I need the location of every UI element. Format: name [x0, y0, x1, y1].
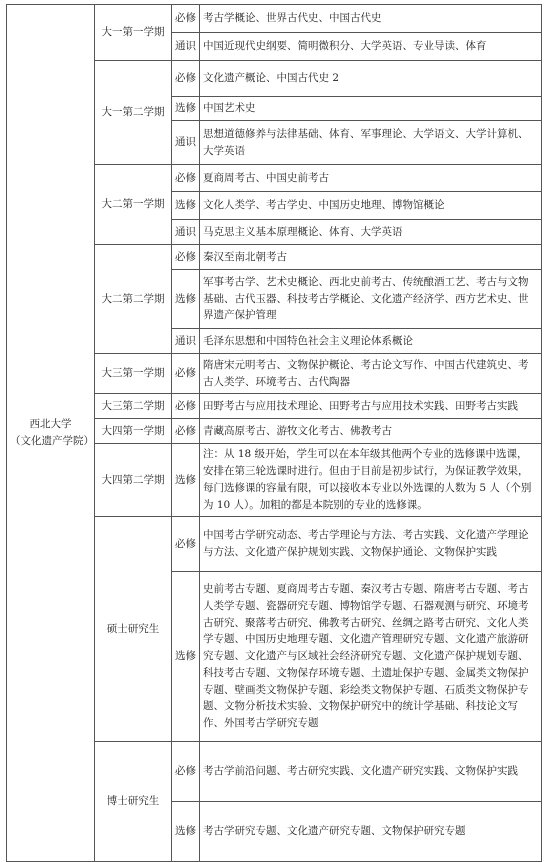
- course-type-cell: 通识: [172, 220, 200, 245]
- course-type-cell: 选修: [172, 802, 200, 862]
- course-type-cell: 必修: [172, 245, 200, 270]
- semester-cell: 大一第二学期: [95, 61, 172, 165]
- course-list-cell: 考古学研究专题、文化遗产研究专题、文物保护研究专题: [200, 802, 542, 862]
- course-list-cell: 青藏高原考古、游牧文化考古、佛教考古: [200, 419, 542, 444]
- course-list-cell: 毛泽东思想和中国特色社会主义理论体系概论: [200, 329, 542, 354]
- course-type-cell: 必修: [172, 742, 200, 802]
- course-list-cell: 史前考古专题、夏商周考古专题、秦汉考古专题、隋唐考古专题、考古人类学专题、瓷器研究专题、博物馆学专题、石器观测与研究、环境考古研究、聚落考古研究、佛教考古研究、丝绸之路考古研究、文化人类学专题、中国历史地理专题、文化遗产管理研究专题、文化遗产旅游研究专题、文化遗产与区域社会经济研究专题、文化遗产保护规划专题、科技考古专题、文物保存环境专题、土遗址保护专题、金属类文物保护专题、壁画类文物保护专题、彩绘类文物保护专题、石质类文物保护专题、文物分析技术实验、文物保护研究中的统计学基础、科技论文写作、外国考古学研究专题: [200, 572, 542, 742]
- course-type-cell: 通识: [172, 33, 200, 61]
- course-list-cell: 文化遗产概论、中国古代史 2: [200, 61, 542, 97]
- course-list-cell: 中国近现代史纲要、简明微积分、大学英语、专业导读、体育: [200, 33, 542, 61]
- course-type-cell: 通识: [172, 329, 200, 354]
- semester-cell: 博士研究生: [95, 742, 172, 862]
- course-type-cell: 通识: [172, 121, 200, 165]
- semester-cell: 大三第二学期: [95, 394, 172, 419]
- course-type-cell: 必修: [172, 354, 200, 394]
- semester-cell: 硕士研究生: [95, 517, 172, 742]
- school-name-cell: [7, 5, 95, 862]
- course-list-cell: 秦汉至南北朝考古: [200, 245, 542, 270]
- semester-cell: 大四第二学期: [95, 444, 172, 517]
- semester-cell: 大三第一学期: [95, 354, 172, 394]
- course-list-cell: 田野考古与应用技术理论、田野考古与应用技术实践、田野考古实践: [200, 394, 542, 419]
- course-list-cell: 军事考古学、艺术史概论、西北史前考古、传统酿酒工艺、考古与文物基础、古代玉器、科技考古学概论、文化遗产经济学、西方艺术史、世界遗产保护管理: [200, 270, 542, 329]
- course-list-cell: 夏商周考古、中国史前考古: [200, 165, 542, 192]
- school-college: （文化遗产学院）: [10, 435, 94, 447]
- curriculum-table-wrapper: [6, 4, 541, 838]
- course-list-cell: 马克思主义基本原理概论、体育、大学英语: [200, 220, 542, 245]
- course-list-cell: 中国考古学研究动态、考古学理论与方法、考古实践、文化遗产学理论与方法、文化遗产保护规划实践、文物保护通论、文物保护实践: [200, 517, 542, 572]
- semester-cell: 大二第一学期: [95, 165, 172, 245]
- course-list-cell: 注：从 18 级开始，学生可以在本年级其他两个专业的选修课中选课，安排在第三轮选课时进行。但由于目前是初步试行，为保证教学效果，每门选修课的容量有限，可以接收本专业以外选课的人数为 5 人（个别为 10 人）。加粗的都是本院别的专业的选修课。: [200, 444, 542, 517]
- course-list-cell: 隋唐宋元明考古、文物保护概论、考古论文写作、中国古代建筑史、考古人类学、环境考古、古代陶器: [200, 354, 542, 394]
- semester-cell: 大四第一学期: [95, 419, 172, 444]
- course-type-cell: 选修: [172, 270, 200, 329]
- course-type-cell: 选修: [172, 192, 200, 220]
- school-name: 西北大学: [29, 418, 72, 431]
- course-list-cell: 考古学概论、世界古代史、中国古代史: [200, 5, 542, 33]
- course-list-cell: 思想道德修养与法律基础、体育、军事理论、大学语文、大学计算机、大学英语: [200, 121, 542, 165]
- course-type-cell: 选修: [172, 97, 200, 121]
- course-list-cell: 中国艺术史: [200, 97, 542, 121]
- course-type-cell: 必修: [172, 517, 200, 572]
- course-list-cell: 文化人类学、考古学史、中国历史地理、博物馆概论: [200, 192, 542, 220]
- table-row: [7, 5, 542, 33]
- course-type-cell: 选修: [172, 444, 200, 517]
- course-type-cell: 必修: [172, 5, 200, 33]
- course-type-cell: 必修: [172, 394, 200, 419]
- course-type-cell: 必修: [172, 165, 200, 192]
- course-type-cell: 必修: [172, 419, 200, 444]
- course-type-cell: 选修: [172, 572, 200, 742]
- semester-cell: 大二第二学期: [95, 245, 172, 354]
- semester-cell: 大一第一学期: [95, 5, 172, 61]
- course-type-cell: 必修: [172, 61, 200, 97]
- course-list-cell: 考古学前沿问题、考古研究实践、文化遗产研究实践、文物保护实践: [200, 742, 542, 802]
- curriculum-table: [6, 4, 542, 862]
